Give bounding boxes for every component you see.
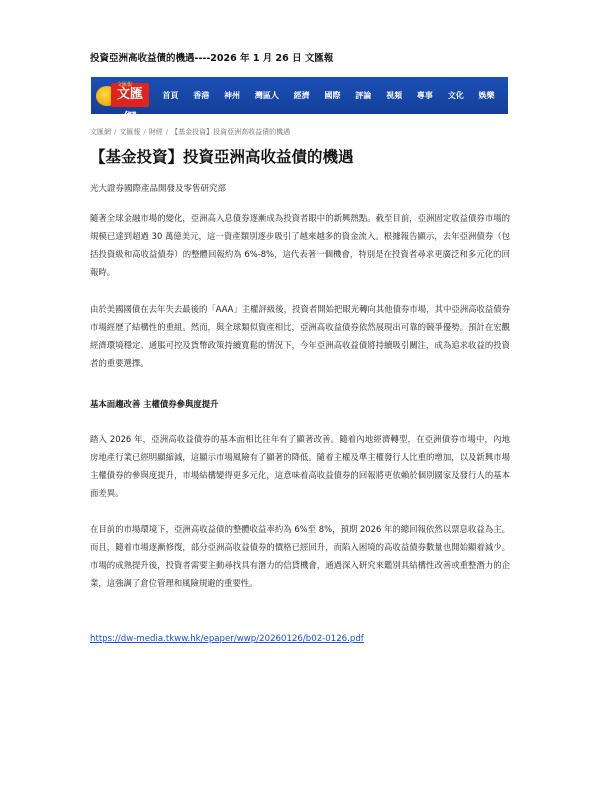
nav-item-features[interactable]: 專事 <box>416 91 433 100</box>
nav-item-home[interactable]: 首頁 <box>162 91 179 100</box>
logo-text: 文匯網 <box>111 83 149 107</box>
breadcrumb-separator: / <box>114 128 117 136</box>
breadcrumb-separator: / <box>143 128 146 136</box>
source-link[interactable]: https://dw-media.tkww.hk/epaper/wwp/20260126/b02-0126.pdf <box>90 634 364 644</box>
breadcrumb-item[interactable]: 文匯網 <box>90 128 111 136</box>
breadcrumb-current: 【基金投資】投資亞洲高收益債的機遇 <box>171 128 291 136</box>
nav-item-hongkong[interactable]: 香港 <box>193 91 210 100</box>
logo-subtext: 文匯報 <box>117 82 133 88</box>
nav-item-opinion[interactable]: 評論 <box>355 91 372 100</box>
article-title: 【基金投資】投資亞洲高收益債的機遇 <box>90 148 354 166</box>
nav-item-culture[interactable]: 文化 <box>447 91 464 100</box>
article-subheading: 基本面趨改善 主權債券參與度提升 <box>90 399 219 409</box>
article-paragraph: 隨著全球金融市場的變化，亞洲高入息債券逐漸成為投資者眼中的新興熱點。截至目前，亞洲固定收益債券市場的規模已達到超過 30 萬億美元，這一資產類別逐步吸引了越來越多的資金流入。根據報告顯示，去年亞洲債券（包括投資級和高收益債券）的整體回報約為 6%-8%，這代表著一個機會，特別是在投資者尋求更廣泛和多元化的回報時。 <box>90 213 510 277</box>
breadcrumb-item[interactable]: 文匯報 <box>119 128 141 136</box>
breadcrumb-separator: / <box>165 128 169 136</box>
breadcrumb-item[interactable]: 財經 <box>148 128 163 136</box>
page-header: 投資亞洲高收益債的機遇----2026 年 1 月 26 日 文匯報 <box>90 53 334 64</box>
article-paragraph: 由於美國國債在去年失去最後的「AAA」主權評級後，投資者開始把眼光轉向其他債券市場，其中亞洲高收益債券市場經歷了結構性的重組。然而，與全球類似資產相比，亞洲高收益債券依然展現出可靠的競爭優勢。預計在宏觀經濟環境穩定、通脹可控及貨幣政策持續寬鬆的情況下，今年亞洲高收益債將持續吸引關注，成為追求收益的投資者的重要選擇。 <box>90 304 510 368</box>
nav-item-mainland[interactable]: 神州 <box>224 91 241 100</box>
main-nav <box>155 90 508 101</box>
nav-item-economy[interactable]: 經濟 <box>293 91 310 100</box>
nav-item-entertainment[interactable]: 娛樂 <box>478 91 495 100</box>
site-logo[interactable] <box>91 77 155 126</box>
nav-item-bay-area[interactable]: 灣區人 <box>254 91 279 100</box>
nav-item-video[interactable]: 視頻 <box>386 91 403 100</box>
article-author: 光大證券國際產品開發及零售研究部 <box>90 184 227 194</box>
site-banner <box>91 77 508 126</box>
article-paragraph: 在目前的市場環境下，亞洲高收益債的整體收益率約為 6%至 8%，預期 2026 年的總回報依然以票息收益為主。而且，隨着市場逐漸修復，部分亞洲高收益債券的價格已經回升，而陷入困境的高收益債券數量也開始顯着減少。市場的成熟提升後，投資者需要主動尋找具有潛力的信貸機會，通過深入研究來鑑別具結構性改善或重整潛力的企業，這強調了倉位管理和風險規避的重要性。 <box>90 524 510 588</box>
breadcrumb <box>90 127 510 137</box>
nav-item-international[interactable]: 國際 <box>324 91 341 100</box>
article-paragraph: 踏入 2026 年，亞洲高收益債券的基本面相比往年有了顯著改善。隨着內地經濟轉型，在亞洲債券市場中，內地房地產行業已經明顯縮減，這顯示市場風險有了顯著的降低。隨着主權及準主權發行人比重的增加，以及新興市場主權債券的參與度提升，市場結構變得更多元化，這意味着高收益債券的回報將更依賴於個別國家及發行人的基本面差異。 <box>90 434 510 498</box>
